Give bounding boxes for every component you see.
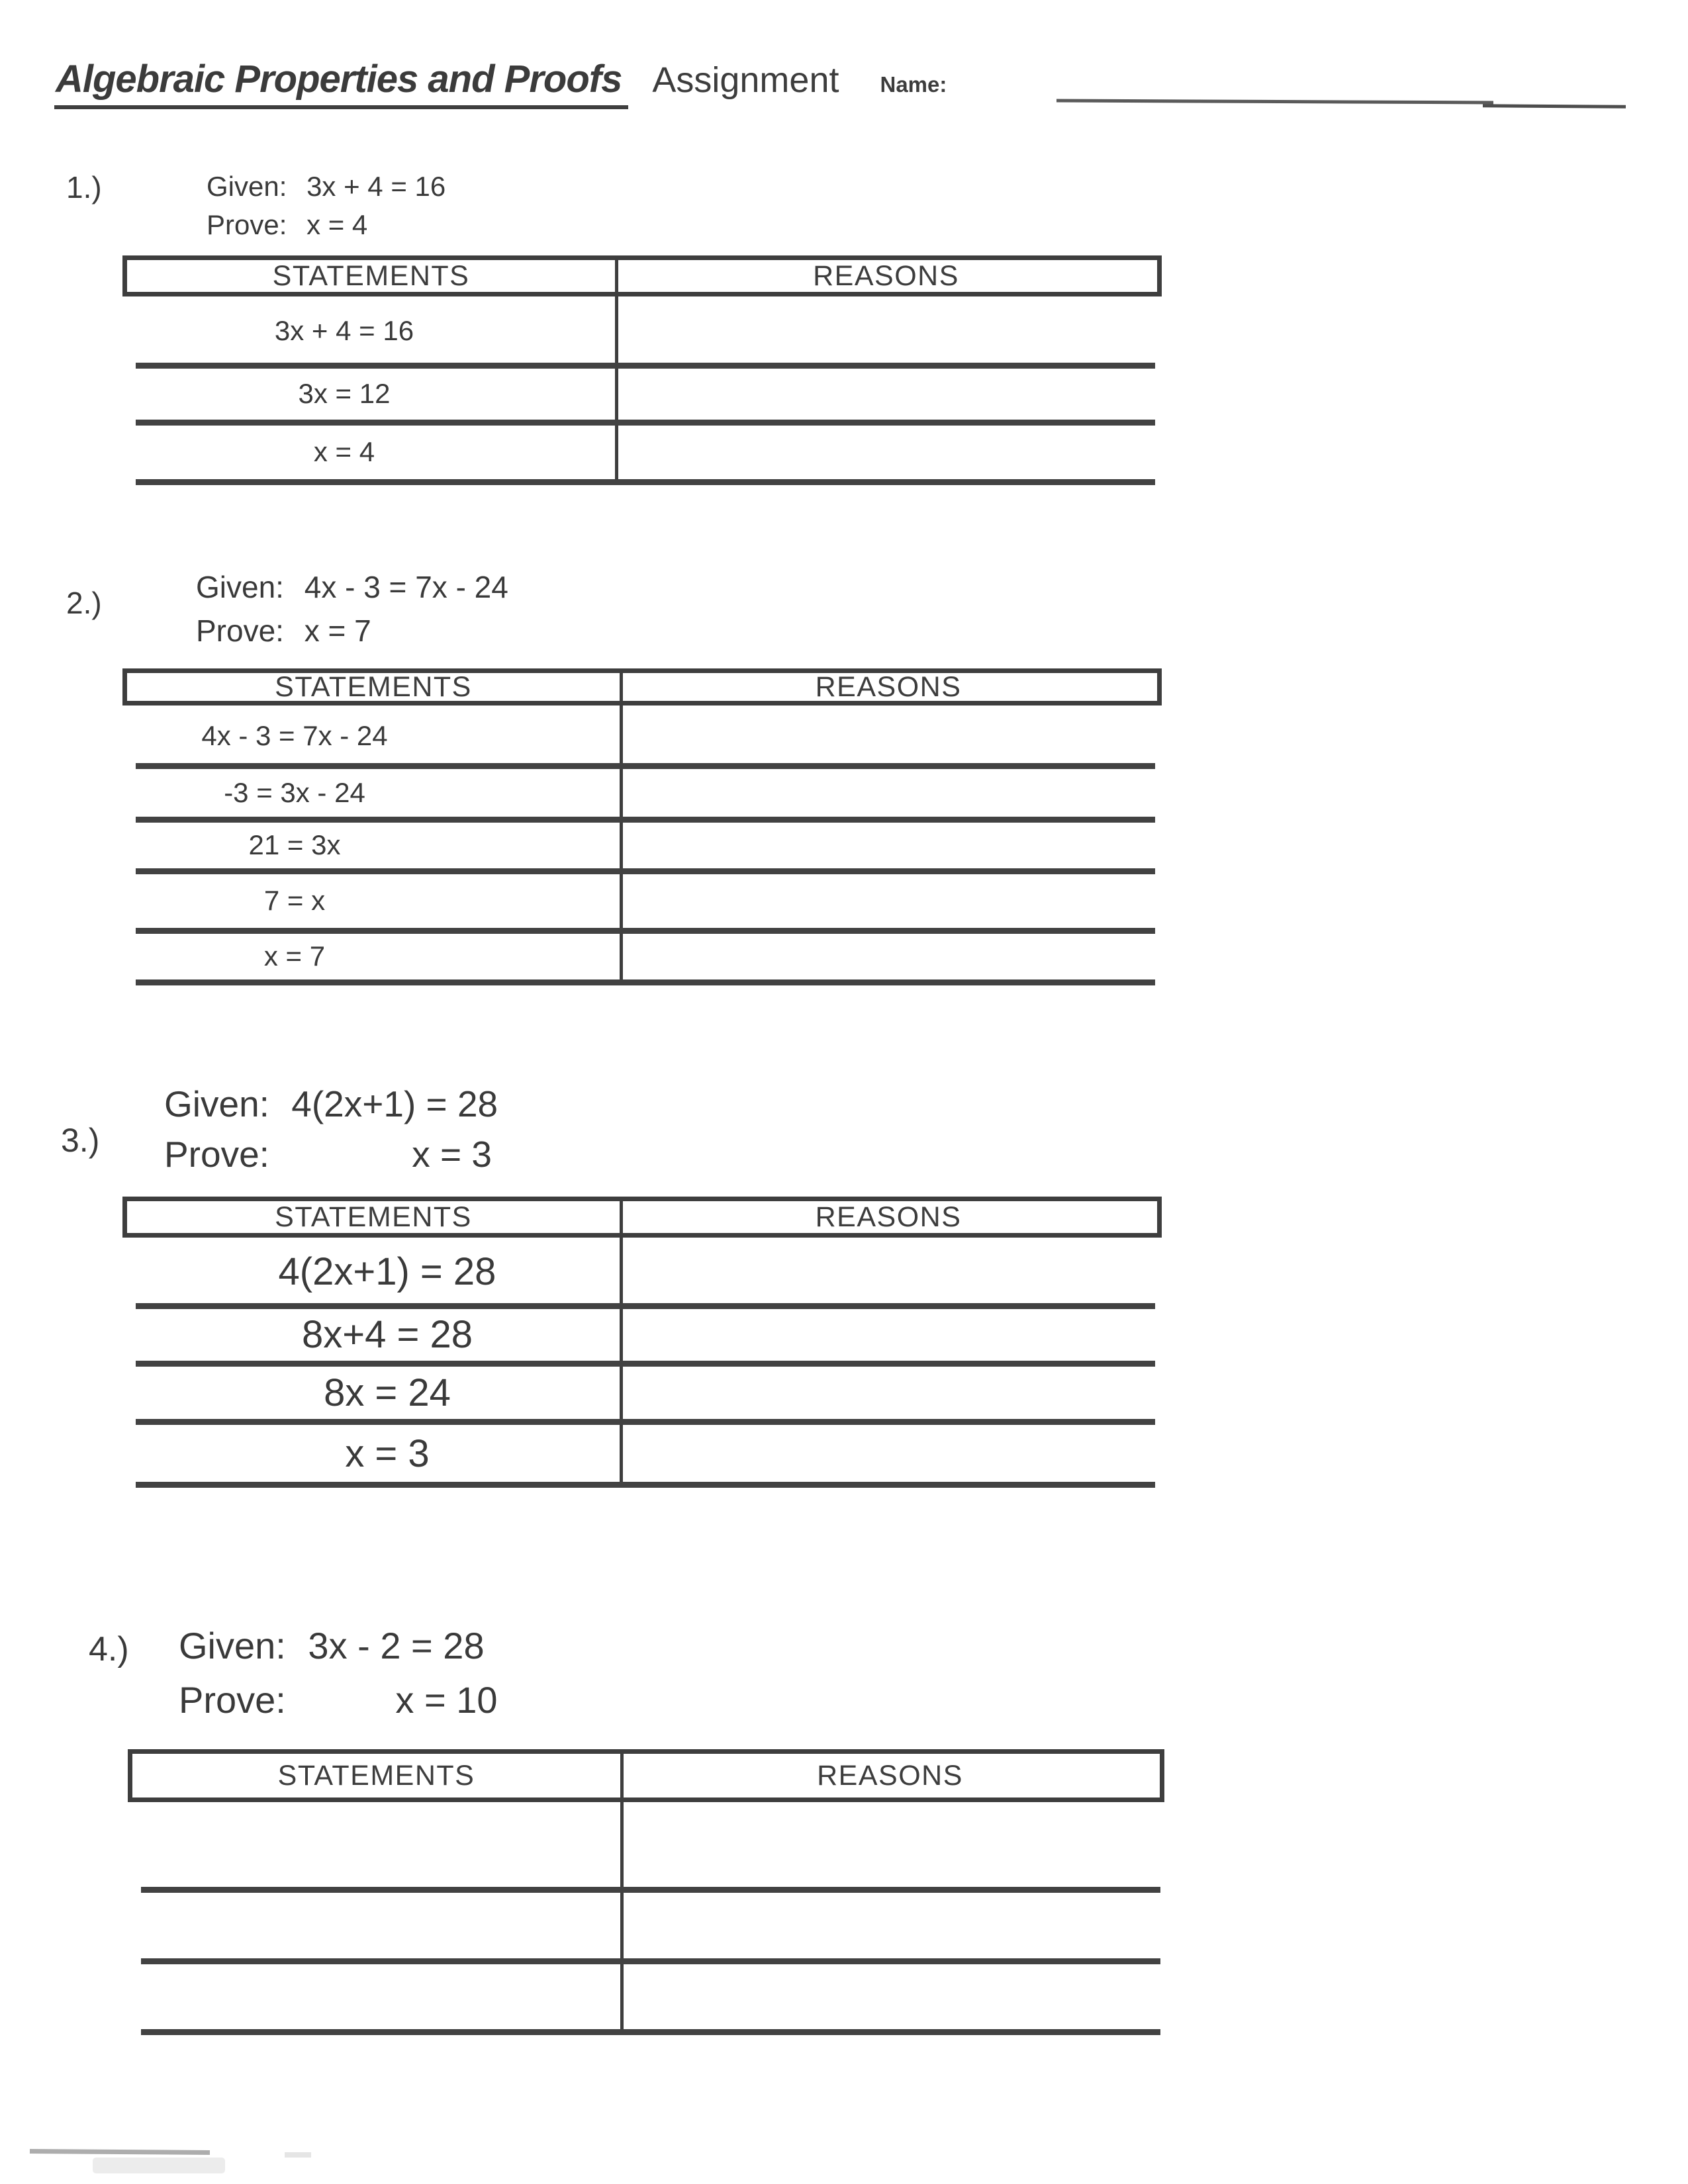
problem-1-prove — [207, 209, 367, 241]
problem-3-number: 3.) — [61, 1122, 100, 1159]
given-value: 3x + 4 = 16 — [306, 171, 446, 202]
reasons-header: REASONS — [817, 1759, 963, 1792]
reasons-header: REASONS — [815, 1201, 962, 1233]
row-separator — [136, 979, 1155, 985]
problem-4-prove — [179, 1678, 498, 1721]
row-separator — [136, 817, 1155, 823]
statement-cell: 8x = 24 — [324, 1371, 451, 1414]
row-separator — [136, 928, 1155, 934]
scan-artifact — [93, 2158, 225, 2173]
row-separator — [141, 1958, 1160, 1964]
row-separator — [141, 1887, 1160, 1893]
proof-table-4 — [128, 1749, 1164, 2038]
statements-header: STATEMENTS — [272, 259, 470, 292]
problem-1-given — [207, 171, 445, 203]
problem-1-number: 1.) — [66, 170, 102, 205]
prove-label: Prove: — [207, 209, 287, 240]
table-header-row — [122, 668, 1162, 705]
row-separator — [136, 868, 1155, 874]
page-title: Algebraic Properties and Proofs — [54, 57, 628, 109]
scan-artifact — [30, 2149, 210, 2155]
problem-2-prove — [196, 613, 371, 649]
proof-table-2 — [122, 668, 1162, 988]
row-separator — [136, 1361, 1155, 1367]
row-separator — [136, 1303, 1155, 1309]
given-label: Given: — [164, 1083, 269, 1124]
reasons-header: REASONS — [813, 259, 959, 292]
given-label: Given: — [179, 1625, 286, 1666]
statement-cell: 4(2x+1) = 28 — [278, 1250, 496, 1293]
name-label: Name: — [880, 72, 947, 97]
prove-value: x = 4 — [306, 209, 368, 240]
given-label: Given: — [207, 171, 287, 202]
problem-4-number: 4.) — [89, 1630, 129, 1668]
column-divider — [615, 255, 618, 482]
statement-cell: 4x - 3 = 7x - 24 — [201, 720, 388, 751]
statement-cell: -3 = 3x - 24 — [224, 777, 365, 808]
proof-table-3 — [122, 1197, 1162, 1490]
prove-value: x = 7 — [304, 614, 371, 648]
statement-cell: 7 = x — [263, 885, 326, 916]
problem-3-given — [164, 1083, 498, 1125]
prove-value: x = 10 — [395, 1679, 498, 1721]
page-header — [54, 57, 947, 109]
problem-2-number: 2.) — [66, 586, 102, 620]
table-header-row — [128, 1749, 1164, 1802]
prove-label: Prove: — [196, 614, 284, 648]
problem-2-given — [196, 569, 508, 605]
statements-header: STATEMENTS — [275, 1201, 472, 1233]
prove-value: x = 3 — [412, 1134, 492, 1175]
column-divider — [620, 668, 623, 982]
given-value: 3x - 2 = 28 — [308, 1625, 485, 1666]
statement-cell: x = 7 — [263, 940, 326, 972]
row-separator — [136, 1482, 1155, 1488]
row-separator — [136, 363, 1155, 369]
prove-label: Prove: — [164, 1134, 269, 1175]
statement-cell: 3x = 12 — [298, 378, 391, 409]
prove-label: Prove: — [179, 1679, 286, 1721]
row-separator — [141, 2029, 1160, 2035]
given-value: 4x - 3 = 7x - 24 — [304, 570, 508, 604]
table-header-row — [122, 255, 1162, 296]
row-separator — [136, 1419, 1155, 1425]
statement-cell: 3x + 4 = 16 — [274, 315, 414, 346]
name-underline — [1056, 99, 1493, 105]
scan-artifact — [285, 2152, 311, 2158]
problem-4-given — [179, 1624, 485, 1667]
statement-cell: x = 3 — [345, 1432, 430, 1475]
assignment-label: Assignment — [652, 60, 839, 100]
table-header-row — [122, 1197, 1162, 1238]
statement-cell: 8x+4 = 28 — [302, 1312, 473, 1356]
statements-header: STATEMENTS — [277, 1759, 475, 1792]
problem-3-prove — [164, 1133, 492, 1175]
row-separator — [136, 479, 1155, 485]
proof-table-1 — [122, 255, 1162, 488]
statements-header: STATEMENTS — [275, 670, 472, 703]
row-separator — [136, 420, 1155, 426]
statement-cell: 21 = 3x — [248, 829, 341, 860]
given-label: Given: — [196, 570, 284, 604]
given-value: 4(2x+1) = 28 — [291, 1083, 498, 1124]
name-underline-segment — [1483, 104, 1626, 109]
row-separator — [136, 763, 1155, 769]
reasons-header: REASONS — [815, 670, 962, 703]
statement-cell: x = 4 — [313, 436, 375, 467]
